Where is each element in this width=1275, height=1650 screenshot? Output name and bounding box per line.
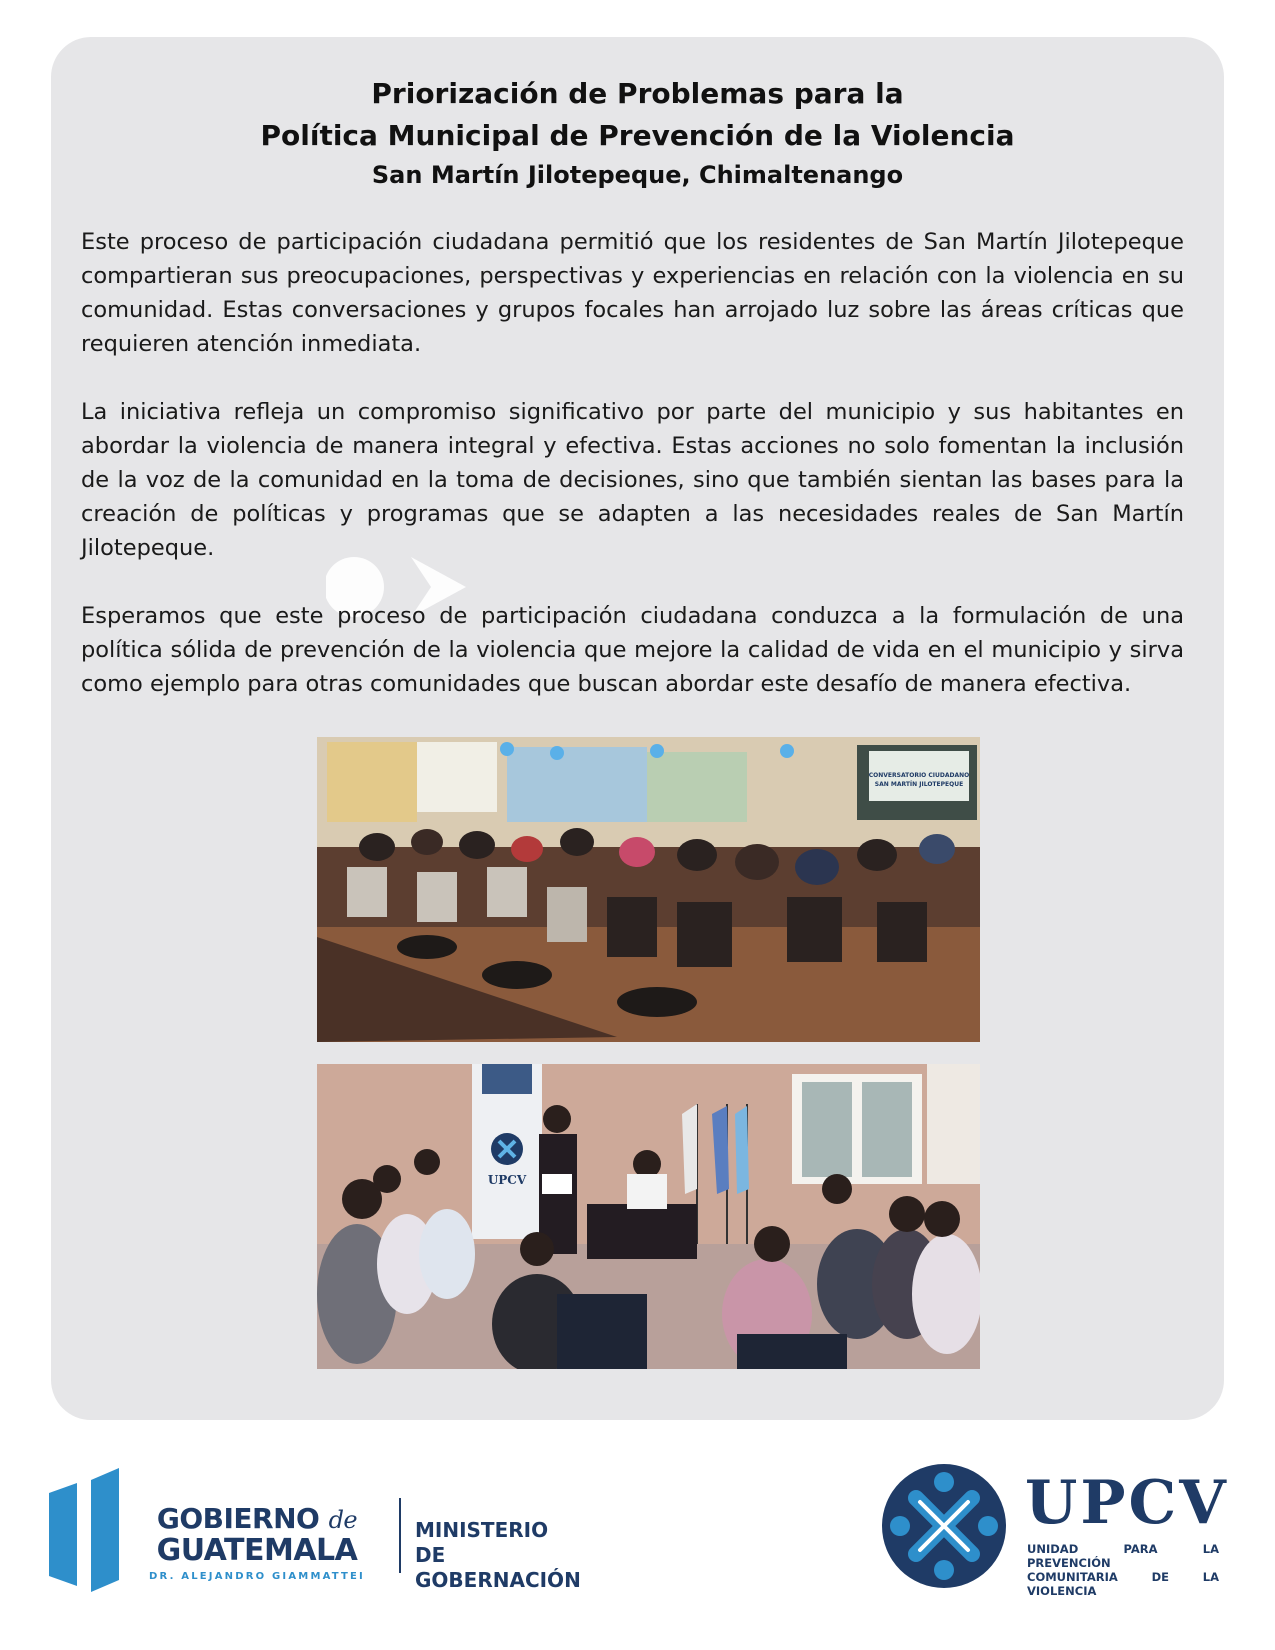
upcv-emblem-icon <box>880 1462 1008 1590</box>
ministry-line1: MINISTERIO DE <box>415 1518 549 1567</box>
gov-president-text: DR. ALEJANDRO GIAMMATTEI <box>149 1571 365 1582</box>
logo-divider <box>399 1498 401 1573</box>
gov-line2-text: GUATEMALA <box>156 1533 358 1568</box>
title-block <box>51 73 1224 193</box>
page-title-line2: Política Municipal de Prevención de la Violencia <box>260 119 1015 152</box>
paragraph-3: Esperamos que este proceso de participación ciudadana conduzca a la formulación de una política sólida de prevención de la violencia que mejore la calidad de vida en el municipio y sirva como ejemplo para otras comunidades que buscan abordar este desafío de manera efectiva. <box>81 603 1184 697</box>
banner-upcv-text: UPCV <box>487 1173 527 1187</box>
gov-line1-text: GOBIERNO <box>156 1502 320 1535</box>
page-title-line1: Priorización de Problemas para la <box>371 77 904 110</box>
upcv-tag-line1: UNIDAD PARA LA PREVENCIÓN <box>1027 1542 1219 1570</box>
paragraph-1: Este proceso de participación ciudadana permitió que los residentes de San Martín Jilotepeque compartieran sus preocupaciones, perspectivas y experiencias en relación con la violencia en su comunidad. Estas conversaciones y grupos focales han arrojado luz sobre las áreas críticas que requieren atención inmediata. <box>81 229 1184 357</box>
upcv-tag-line2: COMUNITARIA DE LA VIOLENCIA <box>1027 1570 1219 1598</box>
upcv-logo <box>880 1462 1230 1597</box>
content-card <box>51 37 1224 1420</box>
government-logo <box>49 1468 581 1598</box>
upcv-name: UPCV <box>1025 1468 1229 1538</box>
gov-de-text: de <box>328 1506 358 1534</box>
ministry-line2: GOBERNACIÓN <box>415 1568 581 1592</box>
guatemala-flag-stripes-icon <box>49 1468 121 1593</box>
paragraph-2: La iniciativa refleja un compromiso significativo por parte del municipio y sus habitantes en abordar la violencia de manera integral y efectiva. Estas acciones no solo fomentan la inclusión de la voz de la comunidad en la toma de decisiones, sino que también sientan las bases para la creación de políticas y programas que se adapten a las necesidades reales de San Martín Jilotepeque. <box>81 399 1184 561</box>
upcv-tagline <box>1027 1542 1219 1598</box>
meeting-photo-upcv <box>317 1064 980 1369</box>
meeting-photo-hall <box>317 737 980 1042</box>
screen-text-line2: SAN MARTÍN JILOTEPEQUE <box>874 781 964 788</box>
screen-text-line1: CONVERSATORIO CIUDADANO <box>868 772 970 779</box>
body-text <box>81 225 1184 735</box>
government-name <box>149 1504 365 1582</box>
page-subtitle: San Martín Jilotepeque, Chimaltenango <box>371 161 904 189</box>
ministry-name <box>415 1518 581 1593</box>
